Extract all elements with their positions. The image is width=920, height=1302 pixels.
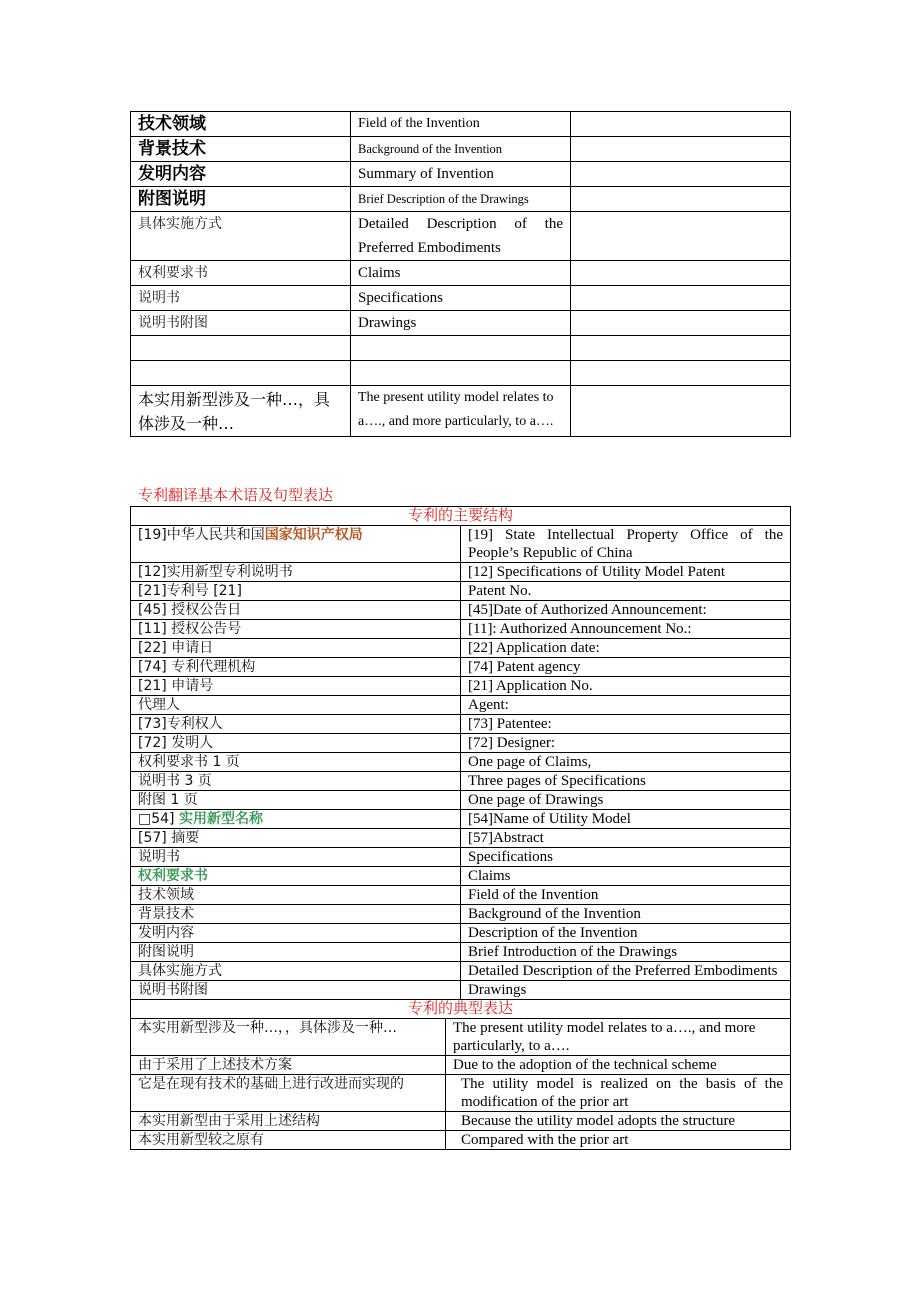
en-sentence: The present utility model relates to a…., and more particularly, to a…. (446, 1019, 791, 1056)
en-term: Drawings (351, 311, 571, 336)
en-term: Background of the Invention (351, 137, 571, 162)
table-row (131, 361, 791, 386)
cn-term: [72] 发明人 (131, 734, 461, 753)
cn-term: 附图说明 (131, 943, 461, 962)
cn-term (131, 867, 461, 886)
empty-cell (571, 361, 791, 386)
cn-term: 说明书附图 (131, 981, 461, 1000)
table-row (131, 386, 791, 437)
cn-term: 背景技术 (131, 137, 351, 162)
table-row (131, 1075, 791, 1112)
empty-cell (571, 261, 791, 286)
table-row (131, 620, 791, 639)
empty-cell (571, 212, 791, 261)
cn-term: 说明书附图 (131, 311, 351, 336)
en-term: [45]Date of Authorized Announcement: (461, 601, 791, 620)
table-row (131, 187, 791, 212)
cn-term (131, 810, 461, 829)
cn-prefix: □54] (138, 811, 175, 827)
table-row (131, 112, 791, 137)
cn-term: 权利要求书 1 页 (131, 753, 461, 772)
en-term: Brief Introduction of the Drawings (461, 943, 791, 962)
table-row (131, 753, 791, 772)
cn-term: [21]专利号 [21] (131, 582, 461, 601)
table-row (131, 311, 791, 336)
cn-sentence: 本实用新型由于采用上述结构 (131, 1112, 446, 1131)
patent-structure-table (130, 506, 791, 1150)
table-row (131, 1112, 791, 1131)
en-term: [74] Patent agency (461, 658, 791, 677)
empty-cell (571, 137, 791, 162)
en-term: [22] Application date: (461, 639, 791, 658)
en-sentence: The utility model is realized on the basis of the modification of the prior art (446, 1075, 791, 1112)
table-row (131, 162, 791, 187)
en-term: Claims (461, 867, 791, 886)
cn-term: 发明内容 (131, 162, 351, 187)
table-row (131, 886, 791, 905)
cn-term: 发明内容 (131, 924, 461, 943)
empty-cell (131, 336, 351, 361)
cn-term: 代理人 (131, 696, 461, 715)
cn-term (131, 526, 461, 563)
table-row (131, 601, 791, 620)
terms-table (130, 111, 791, 437)
cn-term: [12]实用新型专利说明书 (131, 563, 461, 582)
cn-term: 说明书 3 页 (131, 772, 461, 791)
table-row (131, 734, 791, 753)
section-title: 专利翻译基本术语及句型表达 (138, 488, 334, 504)
table-row (131, 563, 791, 582)
en-term: Description of the Invention (461, 924, 791, 943)
table-header: 专利的主要结构 (131, 507, 791, 526)
en-term: [21] Application No. (461, 677, 791, 696)
en-term: Drawings (461, 981, 791, 1000)
table-row (131, 981, 791, 1000)
en-term: [57]Abstract (461, 829, 791, 848)
table-row (131, 677, 791, 696)
cn-term: [45] 授权公告日 (131, 601, 461, 620)
en-term: One page of Drawings (461, 791, 791, 810)
en-term: [72] Designer: (461, 734, 791, 753)
cn-term: [57] 摘要 (131, 829, 461, 848)
table-row (131, 526, 791, 563)
header-row (131, 1000, 791, 1019)
cn-term: 技术领域 (131, 886, 461, 905)
cn-term: [22] 申请日 (131, 639, 461, 658)
table-row (131, 286, 791, 311)
empty-cell (571, 311, 791, 336)
en-term: [12] Specifications of Utility Model Patent (461, 563, 791, 582)
table-row (131, 715, 791, 734)
cn-prefix: [19]中华人民共和国 (138, 527, 265, 543)
cn-term: 说明书 (131, 848, 461, 867)
en-term: [19] State Intellectual Property Office of the People’s Republic of China (461, 526, 791, 563)
en-term: Three pages of Specifications (461, 772, 791, 791)
table-row (131, 582, 791, 601)
empty-cell (571, 286, 791, 311)
table-row (131, 829, 791, 848)
table-header: 专利的典型表达 (131, 1000, 791, 1019)
cn-sentence: 本实用新型较之原有 (131, 1131, 446, 1150)
en-term: Specifications (461, 848, 791, 867)
en-sentence: Compared with the prior art (446, 1131, 791, 1150)
cn-term: [21] 申请号 (131, 677, 461, 696)
cn-term: 附图说明 (131, 187, 351, 212)
en-term: Specifications (351, 286, 571, 311)
cn-term: [73]专利权人 (131, 715, 461, 734)
cn-term: 权利要求书 (131, 261, 351, 286)
en-term: [11]: Authorized Announcement No.: (461, 620, 791, 639)
cn-highlight: 权利要求书 (138, 868, 208, 884)
table-row (131, 212, 791, 261)
cn-term: 具体实施方式 (131, 962, 461, 981)
table-row (131, 962, 791, 981)
empty-cell (571, 386, 791, 437)
en-term: [73] Patentee: (461, 715, 791, 734)
table-row (131, 639, 791, 658)
en-term: Agent: (461, 696, 791, 715)
empty-cell (571, 162, 791, 187)
table-row (131, 261, 791, 286)
cn-term: [74] 专利代理机构 (131, 658, 461, 677)
table-row (131, 791, 791, 810)
en-term: Patent No. (461, 582, 791, 601)
en-term: Detailed Description of the Preferred Embodiments (351, 212, 571, 261)
table-row (131, 137, 791, 162)
cn-term: 具体实施方式 (131, 212, 351, 261)
empty-cell (571, 336, 791, 361)
cn-sentence: 本实用新型涉及一种…，具体涉及一种… (131, 386, 351, 437)
en-term: Background of the Invention (461, 905, 791, 924)
en-term: [54]Name of Utility Model (461, 810, 791, 829)
cn-highlight: 实用新型名称 (178, 811, 263, 827)
empty-cell (571, 187, 791, 212)
en-sentence: The present utility model relates to a…., and more particularly, to a…. (351, 386, 571, 437)
table-row (131, 336, 791, 361)
table-row (131, 1056, 791, 1075)
table-row (131, 1019, 791, 1056)
cn-sentence: 由于采用了上述技术方案 (131, 1056, 446, 1075)
header-row (131, 507, 791, 526)
table-row (131, 810, 791, 829)
cn-term: [11] 授权公告号 (131, 620, 461, 639)
table-row (131, 867, 791, 886)
en-term: Field of the Invention (461, 886, 791, 905)
cn-term: 背景技术 (131, 905, 461, 924)
table-row (131, 943, 791, 962)
table-row (131, 772, 791, 791)
cn-term: 说明书 (131, 286, 351, 311)
en-term: One page of Claims, (461, 753, 791, 772)
table-row (131, 1131, 791, 1150)
empty-cell (131, 361, 351, 386)
cn-highlight: 国家知识产权局 (264, 527, 363, 543)
empty-cell (571, 112, 791, 137)
en-term: Brief Description of the Drawings (351, 187, 571, 212)
cn-sentence: 本实用新型涉及一种…，，具体涉及一种… (131, 1019, 446, 1056)
table-row (131, 848, 791, 867)
en-term: Summary of Invention (351, 162, 571, 187)
table-row (131, 905, 791, 924)
en-term: Field of the Invention (351, 112, 571, 137)
table-row (131, 924, 791, 943)
empty-cell (351, 336, 571, 361)
empty-cell (351, 361, 571, 386)
en-term: Claims (351, 261, 571, 286)
cn-sentence: 它是在现有技术的基础上进行改进而实现的 (131, 1075, 446, 1112)
table-row (131, 696, 791, 715)
table-row (131, 658, 791, 677)
cn-term: 技术领域 (131, 112, 351, 137)
en-sentence: Due to the adoption of the technical scheme (446, 1056, 791, 1075)
cn-term: 附图 1 页 (131, 791, 461, 810)
en-sentence: Because the utility model adopts the structure (446, 1112, 791, 1131)
en-term: Detailed Description of the Preferred Embodiments (461, 962, 791, 981)
